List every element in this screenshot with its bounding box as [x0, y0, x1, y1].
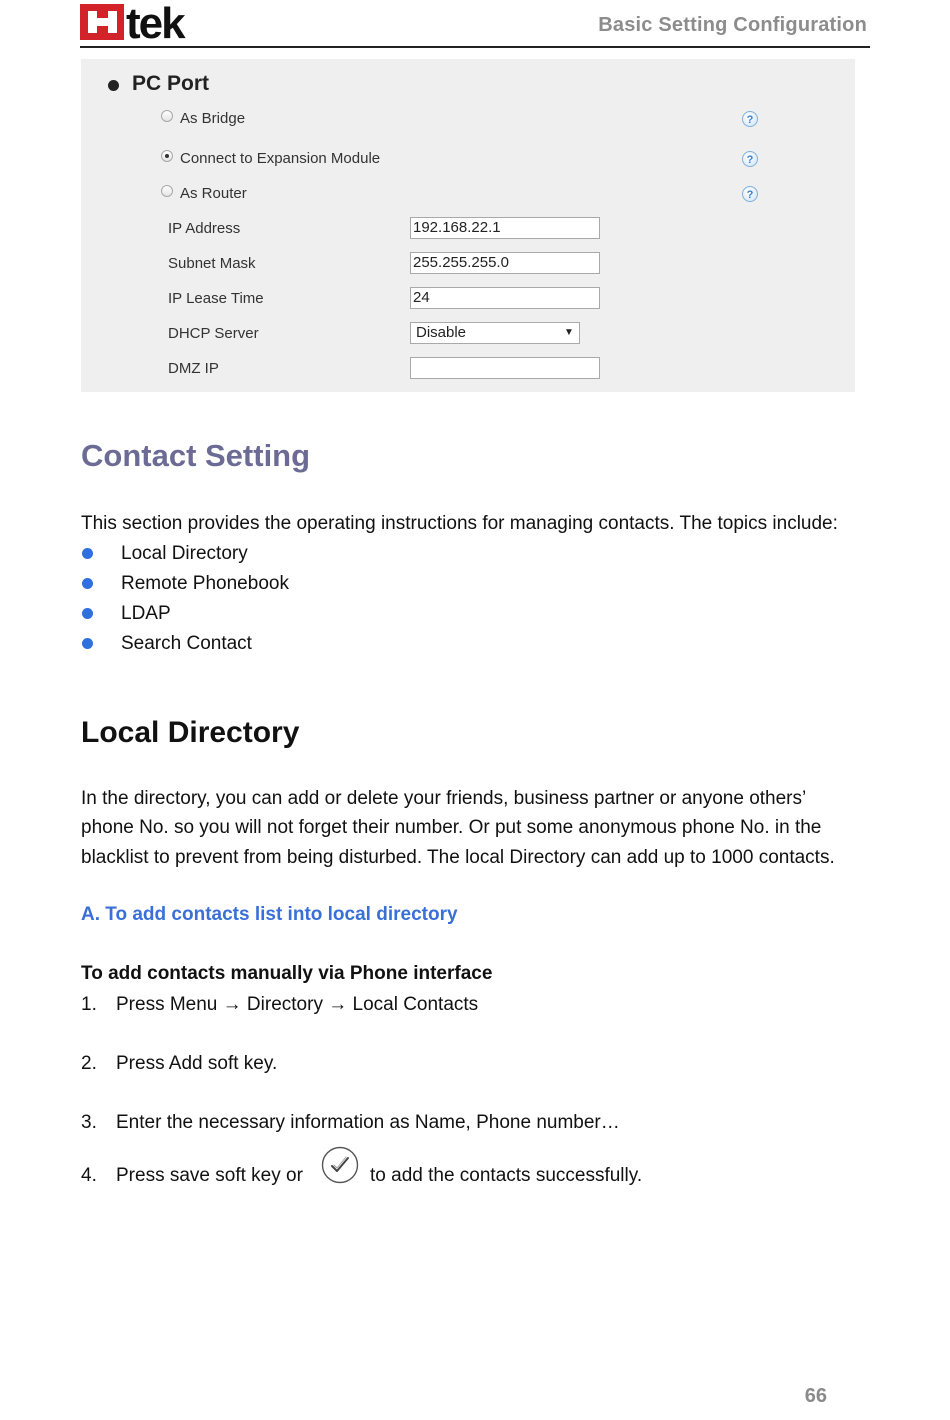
- topic-bullet: [82, 578, 93, 589]
- step-text: Press Add soft key.: [116, 1053, 278, 1074]
- step-number: 2.: [81, 1053, 97, 1074]
- step-text: Press Menu → Directory → Local Contacts: [116, 994, 479, 1015]
- as-router-help-icon[interactable]: ?: [742, 186, 758, 202]
- pc-port-title: PC Port: [132, 72, 210, 95]
- as-bridge-label: As Bridge: [180, 110, 246, 127]
- step-text: Press save soft key or: [116, 1165, 303, 1186]
- contact-setting-heading: Contact Setting: [81, 438, 311, 473]
- add-contacts-subheading: A. To add contacts list into local directory: [81, 904, 458, 925]
- ok-key-icon: [321, 1146, 359, 1184]
- contact-setting-intro: This section provides the operating instructions for managing contacts. The topics include:: [81, 513, 838, 534]
- ip-address-input[interactable]: 192.168.22.1: [410, 217, 600, 239]
- topic-search-contact: Search Contact: [121, 633, 252, 654]
- header-divider: [80, 46, 870, 48]
- as-router-radio[interactable]: [161, 185, 173, 197]
- dmz-ip-label: DMZ IP: [168, 360, 219, 377]
- step-text: Enter the necessary information as Name, Phone number…: [116, 1112, 620, 1133]
- dhcp-server-label: DHCP Server: [168, 325, 259, 342]
- as-router-label: As Router: [180, 185, 247, 202]
- topic-ldap: LDAP: [121, 603, 171, 624]
- svg-text:tek: tek: [126, 2, 184, 42]
- header-title: Basic Setting Configuration: [598, 14, 867, 36]
- ip-lease-time-label: IP Lease Time: [168, 290, 264, 307]
- topic-bullet: [82, 638, 93, 649]
- pc-port-bullet: [108, 80, 119, 91]
- topic-bullet: [82, 548, 93, 559]
- subnet-mask-input[interactable]: 255.255.255.0: [410, 252, 600, 274]
- dhcp-server-value: Disable: [416, 324, 467, 341]
- local-directory-paragraph-line: phone No. so you will not forget their number. Or put some anonymous phone No. in the: [81, 817, 822, 838]
- ip-address-label: IP Address: [168, 220, 241, 237]
- topic-bullet: [82, 608, 93, 619]
- expansion-module-radio[interactable]: [161, 150, 173, 162]
- ip-lease-time-input[interactable]: 24: [410, 287, 600, 309]
- local-directory-paragraph-line: In the directory, you can add or delete your friends, business partner or anyone others’: [81, 788, 807, 809]
- step-text: to add the contacts successfully.: [370, 1165, 643, 1186]
- step-number: 4.: [81, 1165, 97, 1186]
- page-number: 66: [804, 1385, 827, 1407]
- local-directory-paragraph-line: blacklist to prevent from being disturbed. The local Directory can add up to 1000 contacts.: [81, 847, 835, 868]
- step-number: 3.: [81, 1112, 97, 1133]
- local-directory-heading: Local Directory: [81, 716, 300, 749]
- manual-add-subheading: To add contacts manually via Phone interface: [81, 963, 493, 984]
- as-bridge-radio[interactable]: [161, 110, 173, 122]
- subnet-mask-label: Subnet Mask: [168, 255, 256, 272]
- chevron-down-icon[interactable]: ▼: [564, 327, 574, 338]
- step-number: 1.: [81, 994, 97, 1015]
- dhcp-server-select[interactable]: [410, 322, 580, 344]
- topic-local-directory: Local Directory: [121, 543, 248, 564]
- dmz-ip-input[interactable]: [410, 357, 600, 379]
- as-bridge-help-icon[interactable]: ?: [742, 111, 758, 127]
- topic-remote-phonebook: Remote Phonebook: [121, 573, 289, 594]
- expansion-module-help-icon[interactable]: ?: [742, 151, 758, 167]
- htek-logo: [80, 2, 252, 42]
- expansion-module-label: Connect to Expansion Module: [180, 150, 381, 167]
